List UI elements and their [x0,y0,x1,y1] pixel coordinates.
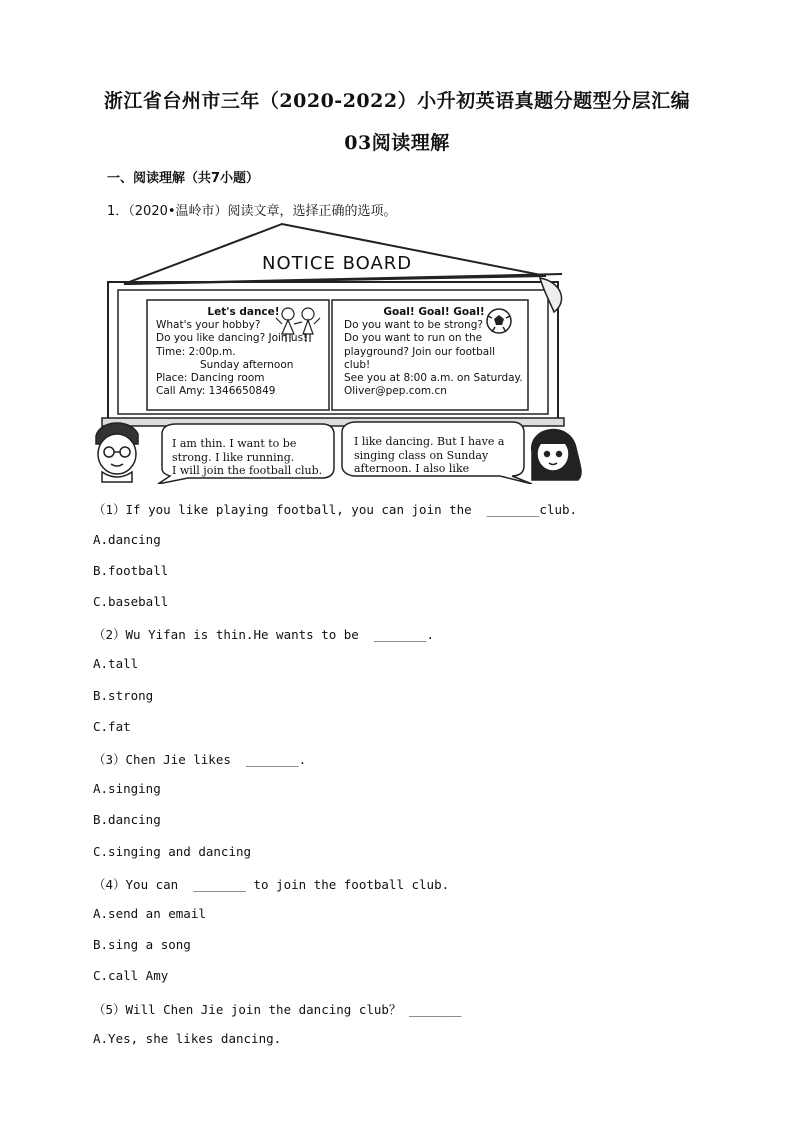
football-notice-line: Do you want to run on the [344,332,483,345]
option-line: B.football [93,563,169,578]
girl-speech-bubble [354,435,514,476]
notice-board-title: NOTICE BOARD [262,253,413,274]
bubble-line: I am thin. I want to be [172,437,297,450]
dance-notice-line: Call Amy: 1346650849 [156,385,276,398]
option-line: A.tall [93,656,139,671]
section-heading: 一、阅读理解（共7小题） [107,171,260,186]
football-notice-line: playground? Join our football [344,345,496,358]
question-1-2: （2）Wu Yifan is thin.He wants to be _______. [93,627,435,642]
bubble-line: strong. I like running. [172,450,295,464]
option-line: B.strong [93,688,154,703]
option-line: C.call Amy [93,968,169,983]
football-notice-line: See you at 8:00 a.m. on Saturday. [344,372,523,385]
question-1-heading: 1．（2020•温岭市）阅读文章，选择正确的选项。 [107,204,397,219]
question-1-3: （3）Chen Jie likes _______. [93,752,307,767]
bubble-line: singing class on Sunday [354,448,489,462]
option-line: C.singing and dancing [93,844,252,859]
bubble-line: I will join the football club. [172,464,323,477]
option-line: A.send an email [93,906,206,921]
option-line: C.fat [93,719,131,734]
notice-board-illustration [92,222,592,484]
bubble-line: afternoon. I also like [354,462,470,475]
dance-notice-line: Time: 2:00p.m. [156,345,236,358]
football-notice-line: club! [344,358,371,371]
football-notice-line: Do you want to be strong? [344,319,483,332]
boy-character-icon [96,423,138,482]
dance-club-notice [156,306,331,398]
question-1-1: （1）If you like playing football, you can join the _______club. [93,502,578,517]
option-line: A.singing [93,781,161,796]
football-club-notice [344,306,524,398]
dance-notice-line: Sunday afternoon [200,358,294,371]
football-notice-title: Goal! Goal! Goal! [383,306,485,318]
dance-notice-line: What's your hobby? [156,319,261,332]
dance-notice-line: Do you like dancing? Join us! [156,332,308,345]
question-1-5: （5）Will Chen Jie join the dancing club？ _______ [93,1002,462,1017]
dance-notice-line: Place: Dancing room [156,372,265,385]
bubble-line: I like dancing. But I have a [354,435,505,448]
football-notice-line: Oliver@pep.com.cn [344,385,447,398]
option-line: C.baseball [93,594,169,609]
girl-character-icon [532,430,581,480]
question-1-4: （4）You can _______ to join the football club. [93,877,450,892]
document-title: 浙江省台州市三年（2020-2022）小升初英语真题分题型分层汇编 [103,90,691,112]
dance-notice-title: Let's dance! [207,306,280,318]
document-subtitle: 03阅读理解 [344,132,450,154]
option-line: A.Yes, she likes dancing. [93,1031,282,1046]
option-line: B.dancing [93,812,161,827]
option-line: A.dancing [93,532,161,547]
option-line: B.sing a song [93,937,191,952]
boy-speech-bubble [172,437,332,478]
